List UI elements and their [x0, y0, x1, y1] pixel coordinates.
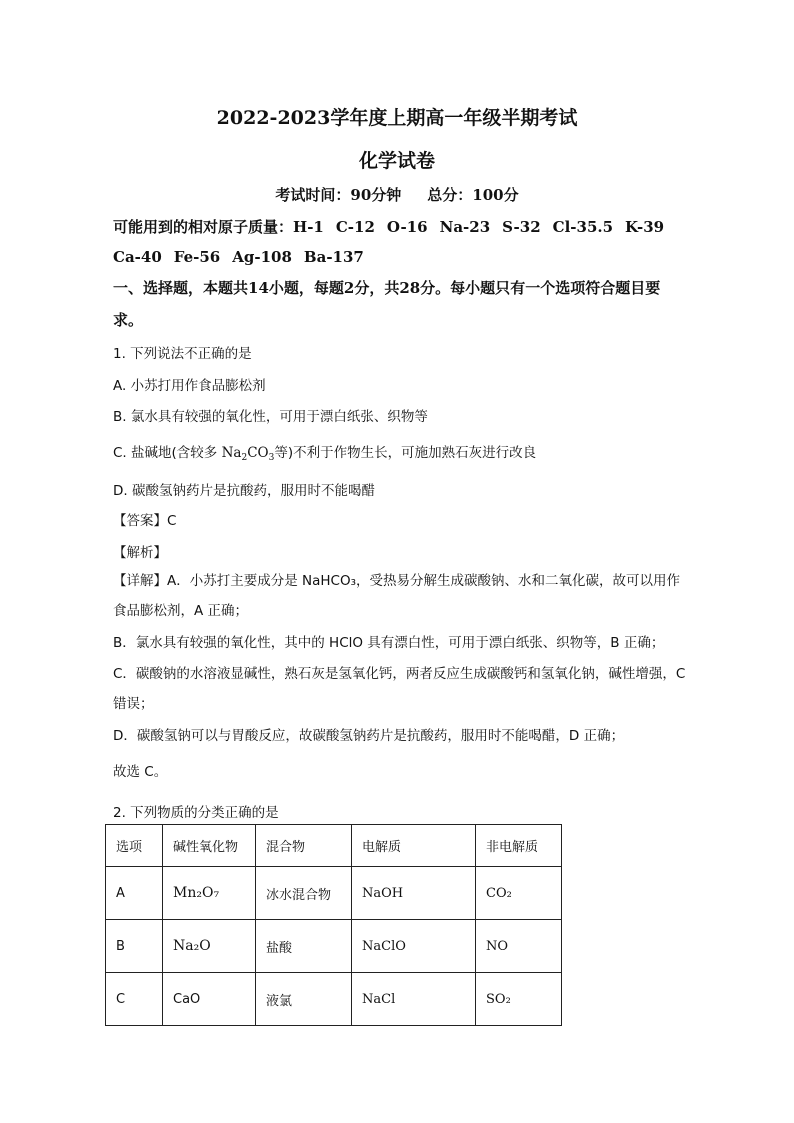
table-cell-option: C	[106, 973, 163, 1026]
table-cell-non-electrolyte: NO	[476, 920, 562, 973]
table-row	[106, 920, 562, 973]
mass-item: S-32	[502, 218, 541, 236]
mass-item: Ag-108	[232, 248, 292, 266]
table-header-cell: 非电解质	[476, 825, 562, 867]
mass-item: Ca-40	[113, 248, 162, 266]
exam-subtitle: 化学试卷	[358, 150, 435, 172]
table-cell-electrolyte: NaCl	[352, 973, 476, 1026]
mass-item: K-39	[625, 218, 665, 236]
mass-item: Na-23	[439, 218, 491, 236]
mass-item: C-12	[335, 218, 375, 236]
mass-item: Cl-35.5	[552, 218, 614, 236]
q1-detail-c: C．碳酸钠的水溶液显碱性，熟石灰是氢氧化钙，两者反应生成碳酸钙和氢氧化钠，碱性增强，C 错误；	[113, 666, 686, 712]
table-cell-electrolyte: NaOH	[352, 867, 476, 920]
mass-item: Ba-137	[303, 248, 364, 266]
table-cell-non-electrolyte: CO₂	[476, 867, 562, 920]
q1-stem: 1. 下列说法不正确的是	[113, 346, 252, 362]
formula-na2co3: $Na_2CO_3$	[221, 445, 275, 463]
q1-detail-a: 【详解】A．小苏打主要成分是 NaHCO₃，受热易分解生成碳酸钠、水和二氧化碳，故可以用作食品膨松剂，A 正确；	[113, 573, 681, 619]
q1-option-b: B. 氯水具有较强的氧化性，可用于漂白纸张、织物等	[113, 409, 428, 425]
table-cell-non-electrolyte: SO₂	[476, 973, 562, 1026]
q1-detail-d: D．碳酸氢钠可以与胃酸反应，故碳酸氢钠药片是抗酸药，服用时不能喝醋，D 正确；	[113, 728, 625, 744]
q1-detail-b: B．氯水具有较强的氧化性，其中的 HClO 具有漂白性，可用于漂白纸张、织物等，B 正确；	[113, 635, 665, 651]
table-cell-electrolyte: NaClO	[352, 920, 476, 973]
exam-info	[0, 184, 794, 205]
table-header-cell: 选项	[106, 825, 163, 867]
table-header-cell: 碱性氧化物	[163, 825, 256, 867]
mass-item: H-1	[293, 218, 324, 236]
exam-title: 2022-2023学年度上期高一年级半期考试	[216, 107, 578, 129]
exam-time: 考试时间：90分钟	[275, 186, 402, 204]
table-cell-mixture: 冰水混合物	[256, 867, 352, 920]
atomic-masses-line-2	[113, 248, 376, 266]
table-header-cell: 混合物	[256, 825, 352, 867]
table-row	[106, 973, 562, 1026]
table-cell-mixture: 盐酸	[256, 920, 352, 973]
q1-answer: 【答案】C	[113, 513, 177, 529]
table-cell-option: A	[106, 867, 163, 920]
mass-item: O-16	[386, 218, 428, 236]
total-score: 总分：100分	[427, 186, 519, 204]
q1-option-d: D. 碳酸氢钠药片是抗酸药，服用时不能喝醋	[113, 483, 375, 499]
mass-item: Fe-56	[173, 248, 221, 266]
q2-stem: 2. 下列物质的分类正确的是	[113, 805, 279, 821]
atomic-masses-line-1	[113, 216, 676, 237]
atomic-masses-label: 可能用到的相对原子质量：	[113, 218, 294, 236]
q1-option-c-post: 等)不利于作物生长，可施加熟石灰进行改良	[274, 445, 537, 461]
table-row	[106, 867, 562, 920]
table-cell-basic-oxide: Na₂O	[163, 920, 256, 973]
table-cell-basic-oxide: Mn₂O₇	[163, 867, 256, 920]
section-heading: 一、选择题，本题共14小题，每题2分，共28分。每小题只有一个选项符合题目要求。	[113, 279, 661, 329]
q2-classification-table	[105, 824, 562, 1026]
table-header-row	[106, 825, 562, 867]
q1-option-c	[113, 441, 536, 463]
table-cell-option: B	[106, 920, 163, 973]
table-cell-basic-oxide: CaO	[163, 973, 256, 1026]
q1-conclusion: 故选 C。	[113, 764, 168, 780]
q1-option-c-pre: C. 盐碱地(含较多	[113, 445, 222, 461]
q1-analysis-label: 【解析】	[113, 545, 167, 561]
q1-option-a: A. 小苏打用作食品膨松剂	[113, 378, 266, 394]
table-cell-mixture: 液氯	[256, 973, 352, 1026]
table-header-cell: 电解质	[352, 825, 476, 867]
